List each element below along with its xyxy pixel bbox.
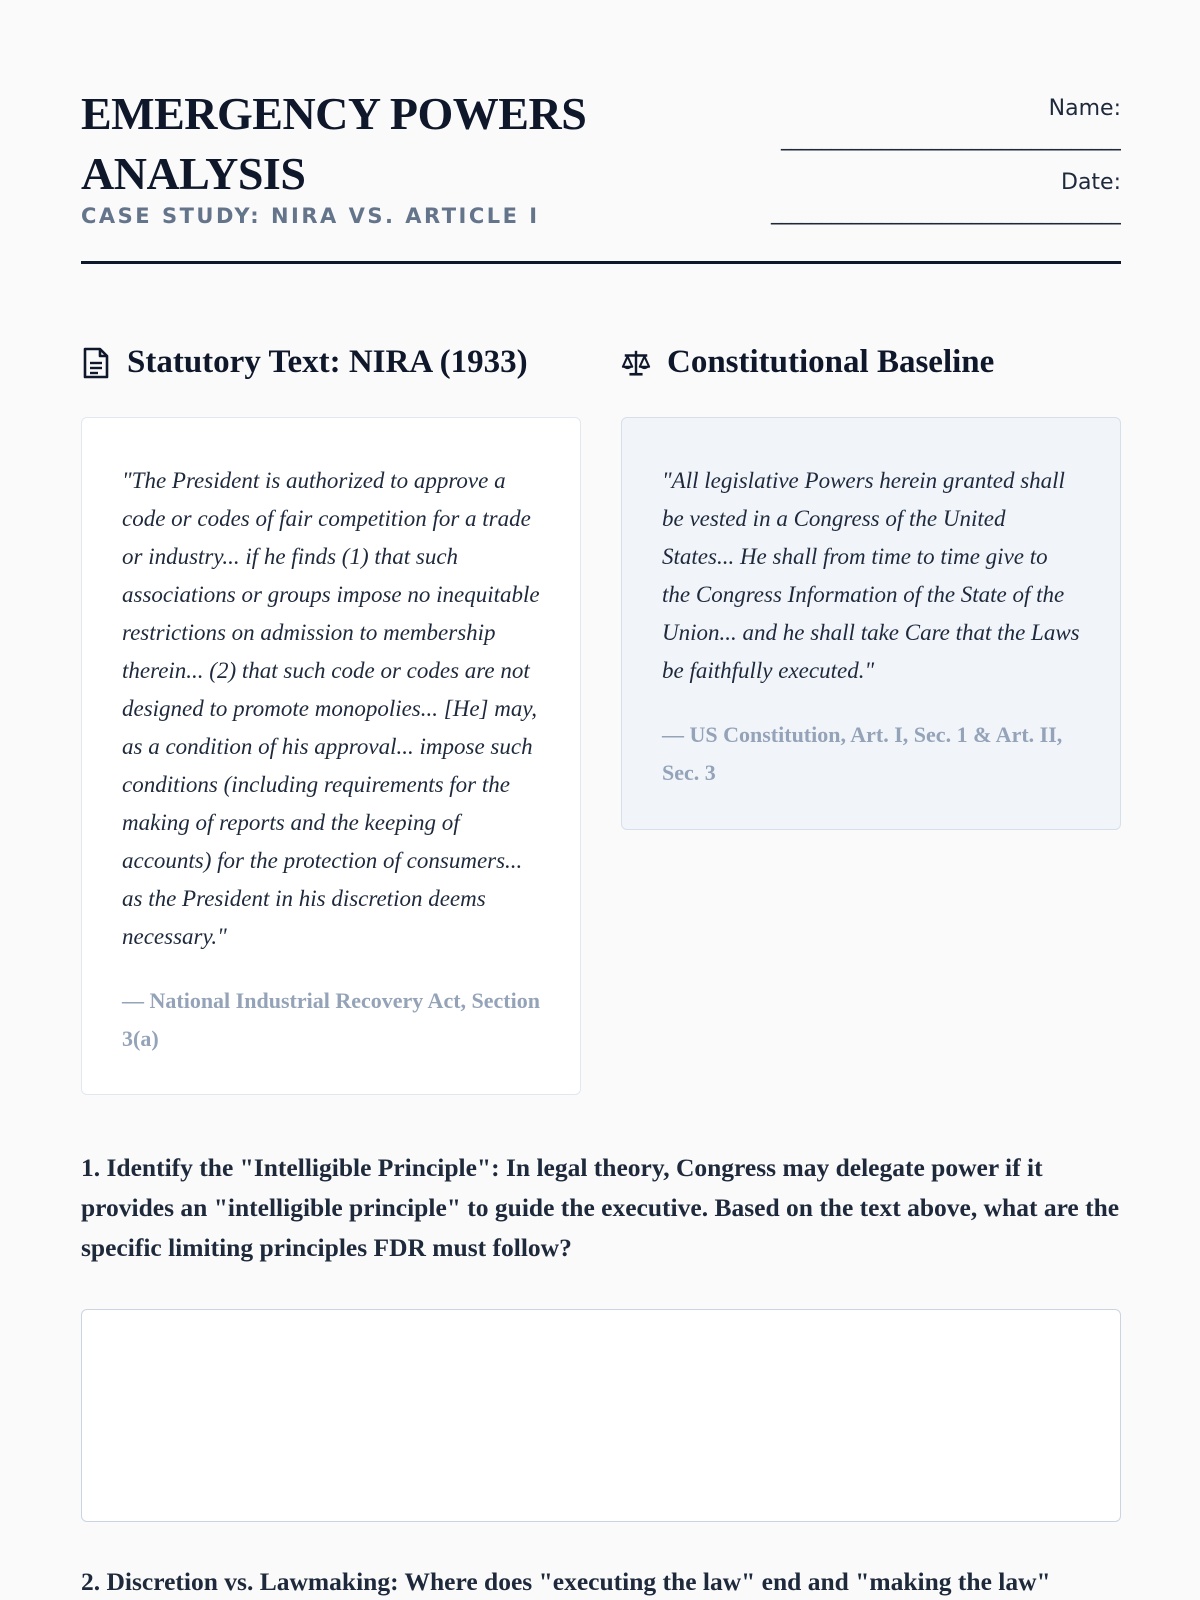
constitution-citation: — US Constitution, Art. I, Sec. 1 & Art. II, Sec. 3	[662, 722, 1063, 785]
constitution-card	[621, 417, 1121, 830]
statute-card	[81, 417, 581, 1095]
answer-box-1[interactable]	[81, 1309, 1121, 1522]
statute-heading	[81, 344, 528, 381]
name-label: Name:	[1048, 96, 1121, 121]
page-subtitle: CASE STUDY: NIRA VS. ARTICLE I	[81, 204, 540, 228]
scales-icon	[621, 346, 651, 380]
statute-quote: "The President is authorized to approve a code or codes of fair competition for a trade or industry... if he finds (1) that such associations or groups impose no inequitable restrictions on admission to membership therein... (2) that such code or codes are not designed to promote monopolies... [He] may, as a condition of his approval... impose such conditions (including requirements for the making of reports and the keeping of accounts) for the protection of consumers... as the President in his discretion deems necessary."	[122, 468, 540, 949]
statute-citation: — National Industrial Recovery Act, Section 3(a)	[122, 988, 540, 1051]
name-field[interactable]: __________________________________	[781, 126, 1121, 151]
date-label: Date:	[1061, 170, 1121, 195]
document-icon	[81, 346, 111, 380]
date-field[interactable]: ___________________________________	[771, 200, 1121, 225]
statute-heading-label: Statutory Text: NIRA (1933)	[127, 344, 528, 380]
worksheet-header	[81, 80, 1121, 264]
student-info	[641, 94, 1121, 242]
constitution-heading	[621, 344, 994, 381]
constitution-quote: "All legislative Powers herein granted shall be vested in a Congress of the United States... He shall from time to time give to the Congress Information of the State of the Union... and he shall take Care that the Laws be faithfully executed."	[662, 468, 1080, 683]
constitution-heading-label: Constitutional Baseline	[667, 344, 995, 380]
page-title: EMERGENCY POWERS ANALYSIS	[81, 88, 587, 199]
question-1: 1. Identify the "Intelligible Principle": In legal theory, Congress may delegate power if it provides an "intelligible principle" to guide the executive. Based on the text above, what are the specific limiting principles FDR must follow?	[81, 1153, 1120, 1262]
question-2: 2. Discretion vs. Lawmaking: Where does "executing the law" end and "making the law"	[81, 1567, 1051, 1596]
